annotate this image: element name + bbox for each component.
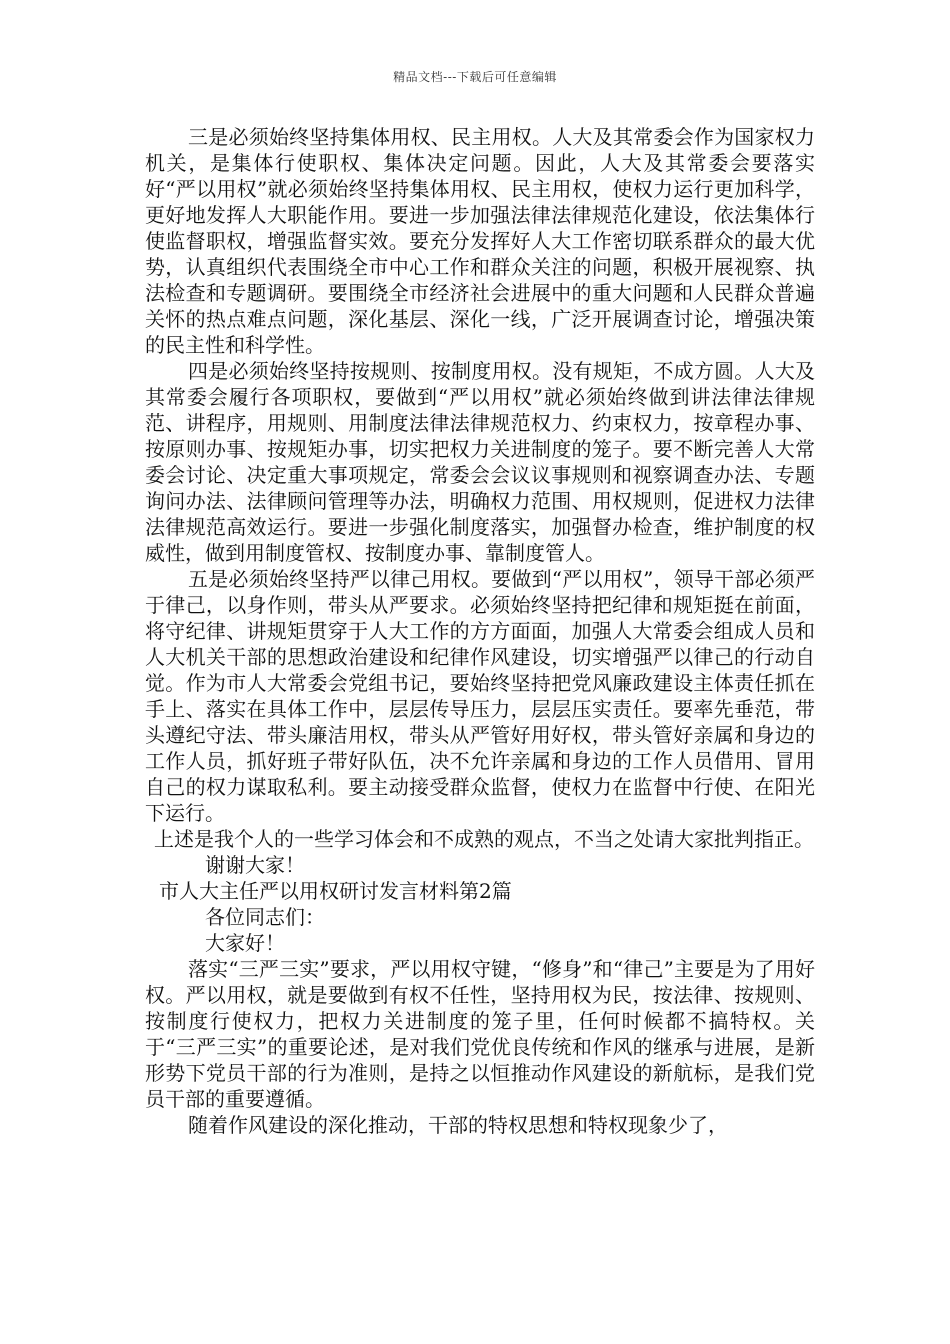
section-title: 市人大主任严以用权研讨发言材料第2篇	[159, 879, 512, 903]
paragraph-greeting: 大家好！	[205, 931, 285, 955]
paragraph-rules-power: 四是必须始终坚持按规则、按制度用权。没有规矩，不成方圆。人大及其常委会履行各项职权，要做到“严以用权”就必须始终做到讲法律法律规范、讲程序，用规则、用制度法律法律规范权力、约束权力，按章程办事、按原则办事、按规矩办事，切实把权力关进制度的笼子。要不断完善人大常委会讨论、决定重大事项规定，常委会会议议事规则和视察调查办法、专题询问办法、法律顾问管理等办法，明确权力范围、用权规则，促进权力法律法律规范高效运行。要进一步强化制度落实，加强督办检查，维护制度的权威性，做到用制度管权、按制度办事、靠制度管人。	[145, 359, 815, 565]
paragraph-self-discipline-power: 五是必须始终坚持严以律己用权。要做到“严以用权”，领导干部必须严于律己，以身作则，带头从严要求。必须始终坚持把纪律和规矩挺在前面，将守纪律、讲规矩贯穿于人大工作的方方面面，加强人大常委会组成人员和人大机关干部的思想政治建设和纪律作风建设，切实增强严以律己的行动自觉。作为市人大常委会党组书记，要始终坚持把党风廉政建设主体责任抓在手上、落实在具体工作中，层层传导压力，层层压实责任。要率先垂范，带头遵纪守法、带头廉洁用权，带头从严管好用好权，带头管好亲属和身边的工作人员，抓好班子带好队伍，决不允许亲属和身边的工作人员借用、冒用自己的权力谋取私利。要主动接受群众监督，使权力在监督中行使、在阳光下运行。	[145, 567, 815, 825]
paragraph-closing-remarks: 上述是我个人的一些学习体会和不成熟的观点，不当之处请大家批判指正。	[154, 827, 814, 851]
document-body	[145, 124, 815, 1138]
paragraph-thanks: 谢谢大家！	[205, 853, 305, 877]
paragraph-three-stricts: 落实“三严三实”要求，严以用权守键，“修身”和“律己”主要是为了用好权。严以用权，就是要做到有权不任性，坚持用权为民，按法律、按规则、按制度行使权力，把权力关进制度的笼子里，任何时候都不搞特权。关于“三严三实”的重要论述，是对我们党优良传统和作风的继承与进展，是新形势下党员干部的行为准则，是持之以恒推动作风建设的新航标，是我们党员干部的重要遵循。	[145, 957, 815, 1111]
paragraph-salutation: 各位同志们：	[205, 905, 325, 929]
paragraph-collective-power: 三是必须始终坚持集体用权、民主用权。人大及其常委会作为国家权力机关，是集体行使职权、集体决定问题。因此，人大及其常委会要落实好“严以用权”就必须始终坚持集体用权、民主用权，使权力运行更加科学，更好地发挥人大职能作用。要进一步加强法律法律规范化建设，依法集体行使监督职权，增强监督实效。要充分发挥好人大工作密切联系群众的最大优势，认真组织代表围绕全市中心工作和群众关注的问题，积极开展视察、执法检查和专题调研。要围绕全市经济社会进展中的重大问题和人民群众普遍关怀的热点难点问题，深化基层、深化一线，广泛开展调查讨论，增强决策的民主性和科学性。	[145, 125, 815, 357]
page-header: 精品文档---下载后可任意编辑	[393, 70, 557, 84]
paragraph-work-style: 随着作风建设的深化推动，干部的特权思想和特权现象少了，	[188, 1113, 728, 1137]
